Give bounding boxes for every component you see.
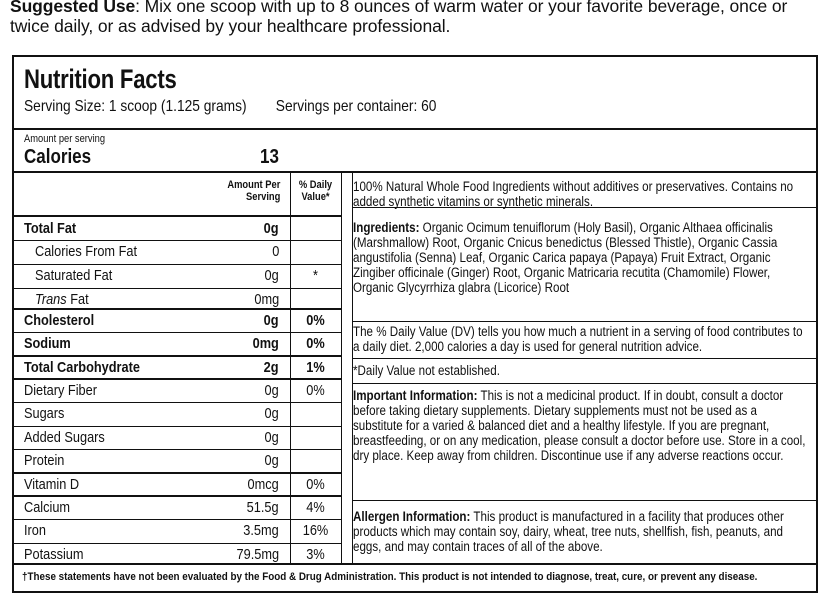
servings-per-container: Servings per container: 60 (275, 98, 437, 115)
nutrient-amount: 0g (264, 220, 279, 237)
serving-info (24, 98, 436, 116)
nutrient-row (14, 519, 341, 542)
nutrient-amount: 0g (264, 312, 279, 329)
divider (352, 358, 816, 359)
nutrient-daily-value: 0% (306, 312, 325, 329)
nutrient-row (14, 473, 341, 496)
nutrient-amount: 0mcg (247, 476, 279, 493)
suggested-use-body: : Mix one scoop with up to 8 ounces of warm water or your favorite beverage, once or twice daily, or as advised by your healthcare professional. (10, 0, 788, 36)
nutrient-row (14, 332, 341, 355)
nutrient-row (14, 496, 341, 519)
nutrient-daily-value: 0% (306, 335, 325, 352)
nutrient-amount: 3.5mg (243, 522, 279, 539)
nutrient-label: Vitamin D (24, 476, 80, 493)
nutrient-amount: 0g (264, 405, 279, 422)
nutrient-row (14, 240, 341, 263)
nutrient-row (14, 217, 341, 240)
daily-value-note: The % Daily Value (DV) tells you how much a nutrient in a serving of food contributes to a daily diet. 2,000 calories a day is used for general nutrition advice. (353, 324, 803, 354)
amount-per-serving-label: Amount per serving (24, 133, 106, 145)
nutrient-label: Cholesterol (24, 312, 95, 329)
nutrient-row (14, 402, 341, 425)
nutrient-daily-value: 3% (306, 546, 325, 563)
nutrient-row (14, 356, 341, 379)
important-label: Important Information: (353, 388, 478, 403)
nutrition-facts-panel (12, 55, 818, 593)
divider (352, 383, 816, 384)
nutrient-row (14, 309, 341, 332)
nutrient-label: Saturated Fat (35, 267, 113, 284)
nutrient-daily-value: 1% (306, 359, 325, 376)
nutrient-amount: 0g (264, 267, 279, 284)
panel-title: Nutrition Facts (24, 64, 177, 94)
nutrient-amount: 51.5g (247, 499, 279, 516)
nutrient-amount: 0 (271, 243, 279, 260)
divider (14, 128, 816, 130)
amount-per-serving-header: Amount Per Serving (227, 179, 280, 203)
nutrient-daily-value: * (313, 267, 318, 284)
divider (352, 321, 816, 322)
nutrient-daily-value: 0% (306, 476, 325, 493)
column-divider (341, 171, 342, 563)
nutrient-amount: 0mg (252, 335, 279, 352)
nutrient-row (14, 379, 341, 402)
fda-disclaimer: †These statements have not been evaluated by the Food & Drug Administration. This product is not intended to diagnose, treat, cure, or prevent any disease. (22, 571, 758, 583)
nutrient-label: Sugars (24, 405, 65, 422)
divider (352, 500, 816, 501)
nutrient-label: Total Carbohydrate (24, 359, 140, 376)
nutrient-amount: 0g (264, 452, 279, 469)
divider (14, 563, 816, 565)
daily-value-header: % Daily Value* (298, 179, 333, 203)
nutrient-amount: 0mg (254, 291, 279, 308)
nutrient-label: Calcium (24, 499, 71, 516)
nutrient-label: Iron (24, 522, 46, 539)
nutrient-daily-value: 0% (306, 382, 325, 399)
serving-size: Serving Size: 1 scoop (1.125 grams) (24, 98, 247, 115)
nutrient-daily-value: 4% (306, 499, 325, 516)
nutrient-label: Sodium (24, 335, 71, 352)
nutrient-label: Calories From Fat (35, 243, 138, 260)
suggested-use-label: Suggested Use (10, 0, 136, 16)
nutrient-label: Protein (24, 452, 65, 469)
nutrient-amount: 2g (264, 359, 279, 376)
calories-value: 13 (260, 146, 279, 168)
natural-ingredients-note: 100% Natural Whole Food Ingredients without additives or preservatives. Contains no added synthetic vitamins or synthetic minerals. (353, 179, 794, 209)
suggested-use-text (10, 0, 815, 36)
nutrient-row (14, 449, 341, 472)
nutrient-row (14, 264, 341, 287)
nutrient-amount: 0g (264, 382, 279, 399)
ingredients-label: Ingredients: (353, 220, 420, 235)
nutrient-label: Total Fat (24, 220, 77, 237)
allergen-information: Allergen Information: This product is manufactured in a facility that produces other products which may contain soy, dairy, wheat, tree nuts, shellfish, fish, peanuts, and eggs, and may contain traces of all of the above. (353, 509, 784, 554)
nutrient-amount: 0g (264, 429, 279, 446)
divider (14, 171, 816, 173)
nutrient-row (14, 426, 341, 449)
allergen-label: Allergen Information: (353, 509, 471, 524)
calories-label: Calories (24, 146, 92, 168)
nutrient-amount: 79.5mg (236, 546, 279, 563)
important-information: Important Information: This is not a medicinal product. If in doubt, consult a doctor before taking dietary supplements. Dietary supplements must not be used as a substitute for a varied & balanced diet and a healthy lifestyle. If you are pregnant, breastfeeding, or on any medication, please consult a doctor before use. Store in a cool, dry place. Keep away from children. Discontinue use if any adverse reactions occur. (353, 388, 806, 463)
daily-value-not-established: *Daily Value not established. (353, 363, 500, 378)
nutrient-label: Dietary Fiber (24, 382, 97, 399)
ingredients-text: Ingredients: Organic Ocimum tenuiflorum (Holy Basil), Organic Althaea officinalis (Marshmallow) Root, Organic Cnicus benedictus (Blessed Thistle), Organic Cassia angustifolia (Senna) Leaf, Organic Carica papaya (Papaya) Fruit Extract, Organic Zingiber officinale (Ginger) Root, Organic Matricaria recutita (Chamomile) Flower, Organic Glycyrrhiza glabra (Licorice) Root (353, 220, 778, 295)
nutrient-label: Potassium (24, 546, 84, 563)
nutrient-daily-value: 16% (302, 522, 329, 539)
nutrient-label: Trans Fat (35, 291, 89, 308)
nutrient-label: Added Sugars (24, 429, 105, 446)
